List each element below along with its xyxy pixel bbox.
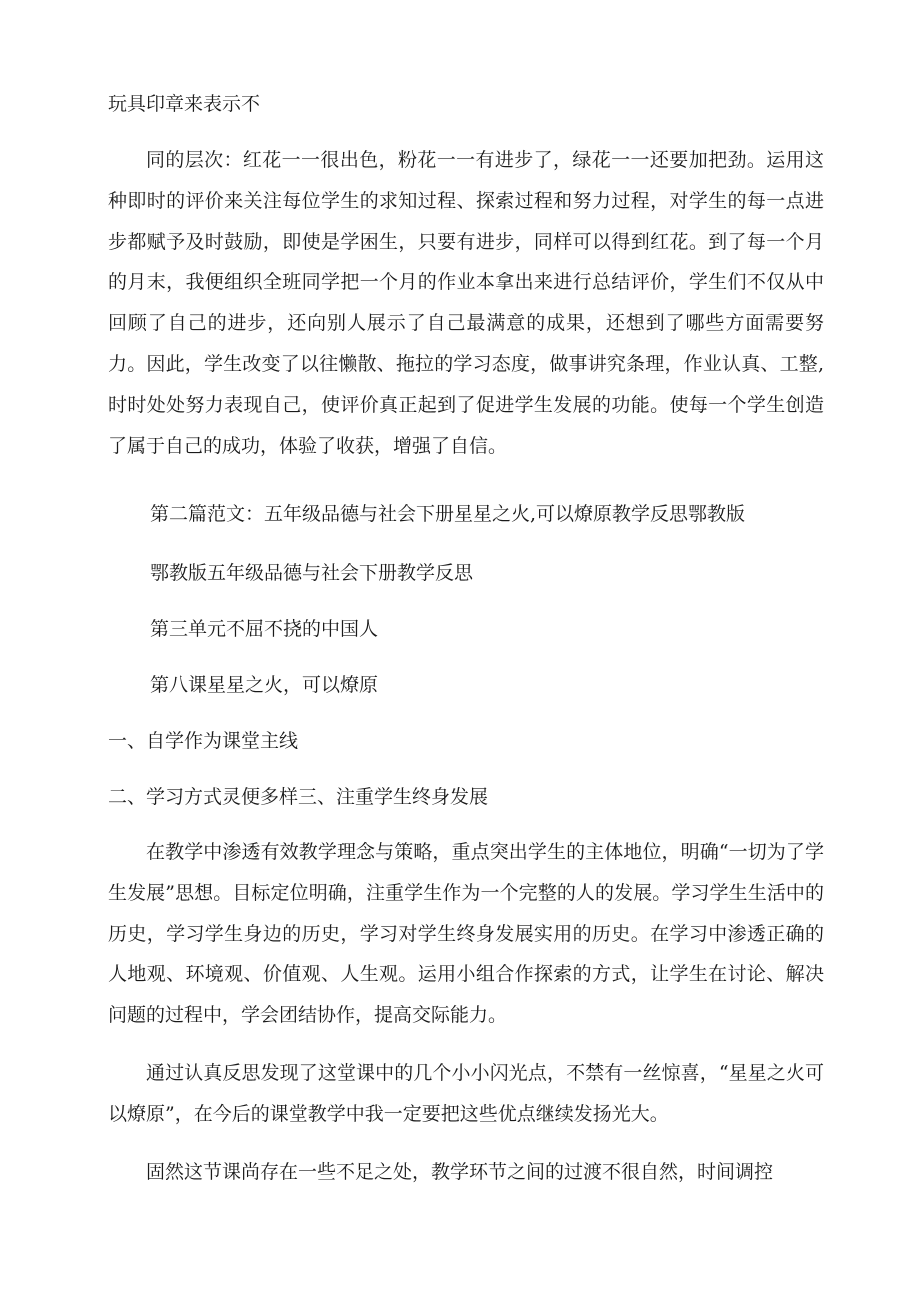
text-line: 玩具印章来表示不 bbox=[108, 93, 261, 115]
text-line: 第三单元不屈不挠的中国人 bbox=[150, 618, 379, 640]
text-line: 一、自学作为课堂主线 bbox=[108, 730, 299, 752]
text-line: 二、学习方式灵便多样三、注重学生终身发展 bbox=[108, 786, 489, 808]
paragraph: 固然这节课尚存在一些不足之处，教学环节之间的过渡不很自然，时间调控 bbox=[146, 1161, 774, 1183]
text-line: 鄂教版五年级品德与社会下册教学反思 bbox=[150, 562, 474, 584]
text-line: 第八课星星之火，可以燎原 bbox=[150, 674, 379, 696]
paragraph: 在教学中渗透有效教学理念与策略，重点突出学生的主体地位，明确“一切为了学生发展”思想。目标定位明确，注重学生作为一个完整的人的发展。学习学生生活中的历史，学习学生身边的历史，学习对学生终身发展实用的历史。在学习中渗透正确的人地观、环境观、价值观、人生观。运用小组合作探索的方式，让学生在讨论、解决问题的过程中，学会团结协作，提高交际能力。 bbox=[108, 841, 824, 1027]
paragraph: 同的层次：红花一一很出色，粉花一一有进步了，绿花一一还要加把劲。运用这种即时的评价来关注每位学生的求知过程、探索过程和努力过程，对学生的每一点进步都赋予及时鼓励，即使是学困生，只要有进步，同样可以得到红花。到了每一个月的月末，我便组织全班同学把一个月的作业本拿出来进行总结评价，学生们不仅从中回顾了自己的进步，还向别人展示了自己最满意的成果，还想到了哪些方面需要努力。因此，学生改变了以往懒散、拖拉的学习态度，做事讲究条理，作业认真、工整,时时处处努力表现自己，使评价真正起到了促进学生发展的功能。使每一个学生创造了属于自己的成功，体验了收获，增强了自信。 bbox=[108, 149, 824, 457]
text-line: 第二篇范文：五年级品德与社会下册星星之火,可以燎原教学反思鄂教版 bbox=[150, 503, 746, 525]
paragraph: 通过认真反思发现了这堂课中的几个小小闪光点，不禁有一丝惊喜，“星星之火可以燎原”，在今后的课堂教学中我一定要把这些优点继续发扬光大。 bbox=[108, 1062, 824, 1125]
